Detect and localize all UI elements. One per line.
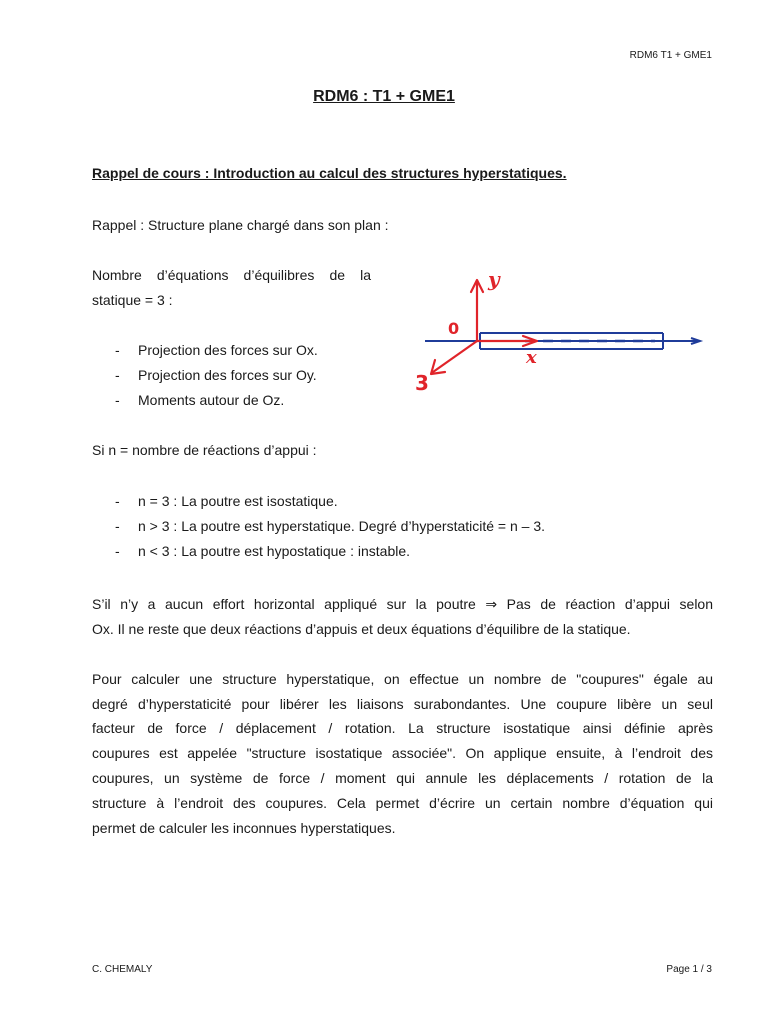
origin-label: 0 <box>448 319 460 338</box>
paragraph-line: structure à l’endroit des coupures. Cela permet d’écrire un certain nombre d’équation qui <box>92 795 713 811</box>
document-title-text: RDM6 : T1 + GME1 <box>313 88 455 105</box>
footer-author: C. CHEMALY <box>92 964 153 975</box>
bullet-marker: - <box>115 543 120 559</box>
bullet-marker: - <box>115 342 120 358</box>
y-axis-label: y <box>488 267 500 291</box>
equations-line-2: statique = 3 : <box>92 292 173 308</box>
paragraph-line: permet de calculer les inconnues hyperstatiques. <box>92 820 396 836</box>
bullet-marker: - <box>115 367 120 383</box>
list-item: Projection des forces sur Oy. <box>138 367 317 383</box>
axes <box>431 280 537 374</box>
paragraph-line: coupures, un système de force / moment qui annule les déplacements / rotation de la <box>92 770 713 786</box>
z-axis-line <box>433 341 477 372</box>
section-subtitle: Rappel de cours : Introduction au calcul des structures hyperstatiques. <box>92 165 567 181</box>
running-header: RDM6 T1 + GME1 <box>629 50 712 61</box>
list-item: n = 3 : La poutre est isostatique. <box>138 493 338 509</box>
list-item: Moments autour de Oz. <box>138 392 285 408</box>
equations-line-1: Nombre d’équations d’équilibres de la <box>92 267 371 283</box>
bullet-marker: - <box>115 518 120 534</box>
z-axis-label: 3 <box>415 371 429 395</box>
paragraph-line: S’il n’y a aucun effort horizontal appliqué sur la poutre ⇒ Pas de réaction d’appui selon <box>92 596 713 612</box>
paragraph-line: coupures est appelée "structure isostatique associée". On applique ensuite, à l’endroit des <box>92 745 713 761</box>
list-item: n > 3 : La poutre est hyperstatique. Degré d’hyperstaticité = n – 3. <box>138 518 546 534</box>
bullet-marker: - <box>115 392 120 408</box>
beam-axes-figure <box>405 262 710 412</box>
si-n-line: Si n = nombre de réactions d’appui : <box>92 442 317 458</box>
paragraph-line: Pour calculer une structure hyperstatique, on effectue un nombre de "coupures" égale au <box>92 671 713 687</box>
paragraph-line: Ox. Il ne reste que deux réactions d’appuis et deux équations d’équilibre de la statique. <box>92 621 631 637</box>
footer-page-number: Page 1 / 3 <box>666 964 712 975</box>
paragraph-line: facteur de force / déplacement / rotation. La structure isostatique ainsi définie après <box>92 720 713 736</box>
rappel-line: Rappel : Structure plane chargé dans son plan : <box>92 217 389 233</box>
bullet-marker: - <box>115 493 120 509</box>
document-title <box>0 88 768 106</box>
list-item: Projection des forces sur Ox. <box>138 342 318 358</box>
list-item: n < 3 : La poutre est hypostatique : instable. <box>138 543 411 559</box>
paragraph-line: degré d’hyperstaticité pour libérer les liaisons surabondantes. Une coupure libère un seul <box>92 696 713 712</box>
beam <box>425 333 700 349</box>
x-axis-label: x <box>526 347 537 368</box>
